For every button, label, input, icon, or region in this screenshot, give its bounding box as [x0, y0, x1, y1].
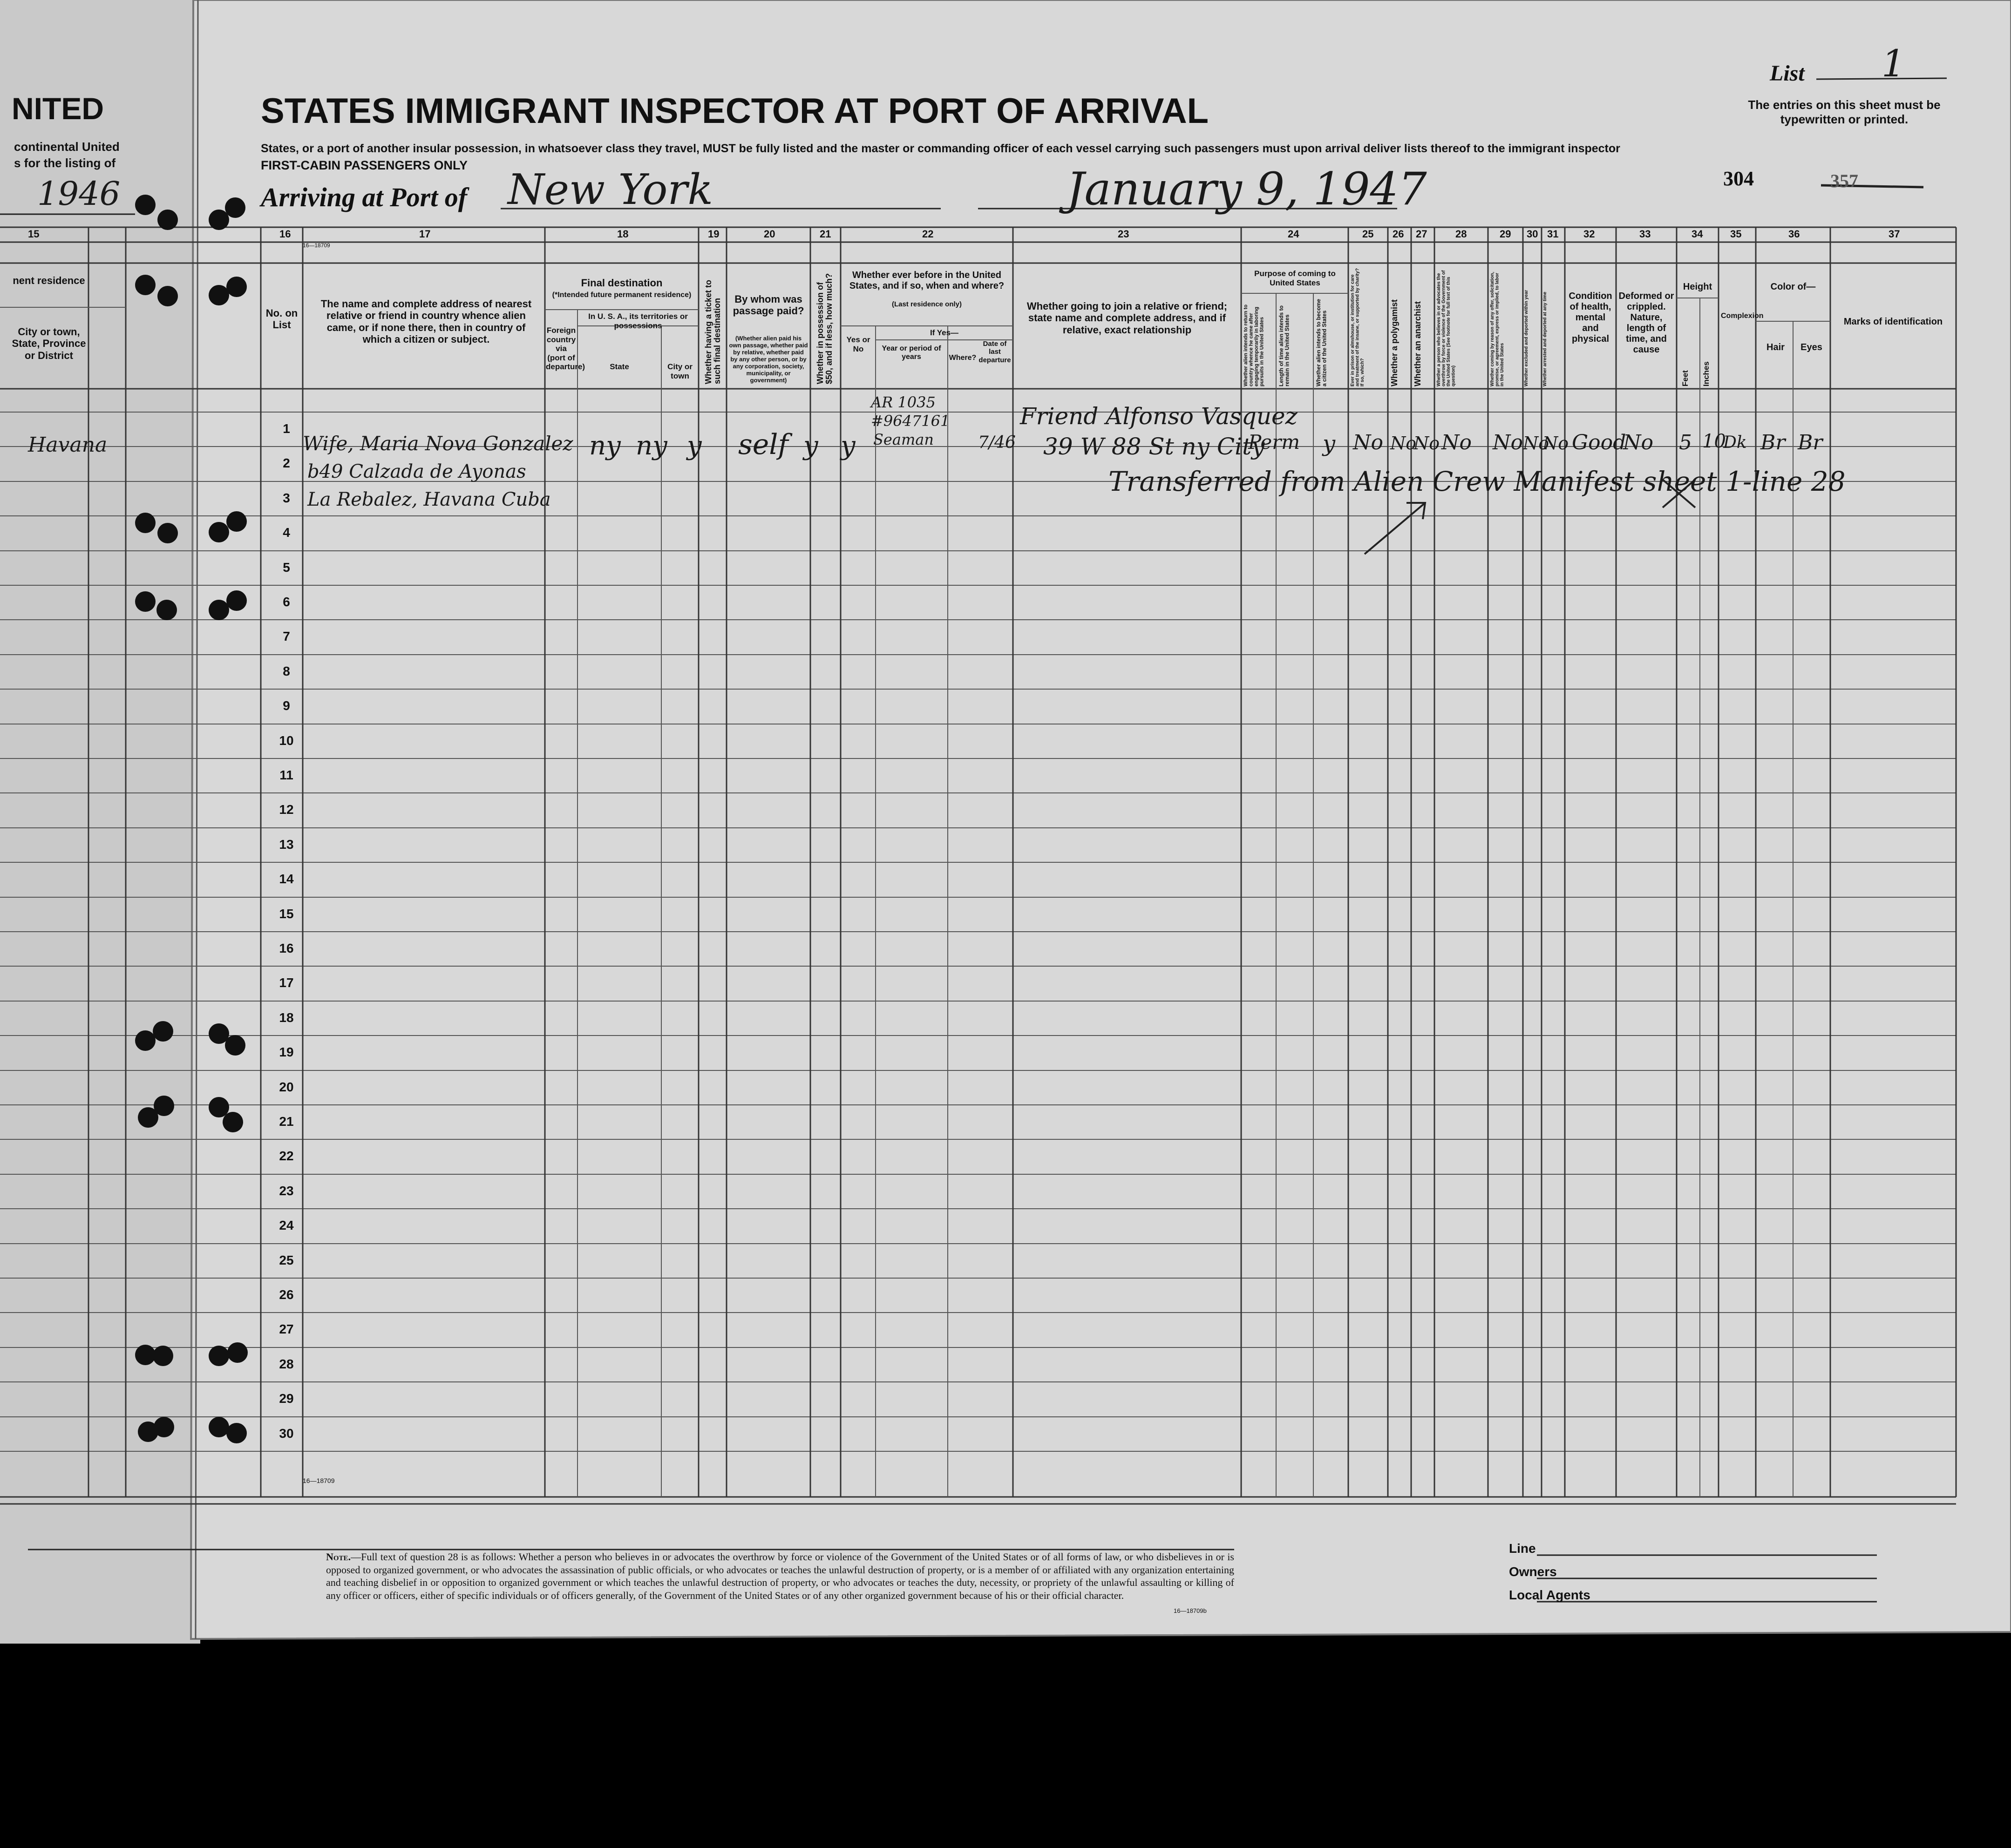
footer-line-label: Line [1509, 1541, 1536, 1556]
col-24-head: Purpose of coming to United States [1254, 269, 1336, 287]
row-number: 10 [279, 733, 294, 748]
entry-residence: Havana [28, 433, 108, 457]
col-37-num: 37 [1889, 228, 1900, 240]
row-number: 24 [279, 1218, 294, 1232]
col-26-num: 26 [1393, 228, 1404, 240]
row-number: 11 [279, 768, 293, 782]
col-19-head: Whether having a ticket to such final destination [704, 279, 722, 384]
entry-purpose: Perm [1248, 431, 1300, 454]
row-number: 30 [279, 1426, 294, 1441]
col-18-sub: (*Intended future permanent residence) [552, 291, 692, 299]
entry-relative-line1: Wife, Maria Nova Gonzalez [303, 432, 573, 455]
footnote [326, 1550, 1234, 1602]
row-number: 20 [279, 1080, 294, 1094]
col-30-head: Whether excluded and deported within year [1524, 290, 1529, 386]
form-code-top: 16—18709 [303, 242, 330, 249]
col-18-head: Final destination [581, 277, 663, 289]
col-32-num: 32 [1583, 228, 1595, 240]
date-value: January 9, 1947 [1067, 163, 1427, 215]
col-35-head: Complexion [1721, 312, 1764, 320]
entry-inches: 10 [1702, 431, 1726, 452]
entry-hair: Br [1760, 431, 1786, 454]
entry-labor: No [1493, 431, 1523, 454]
col-18-foreign: Foreign country via (port of departure) [546, 326, 585, 372]
entry-prison: No [1353, 431, 1383, 454]
row-number: 4 [283, 525, 290, 540]
entry-state: ny [589, 431, 621, 461]
entry-ticket: y [687, 431, 702, 461]
col-22-ifyes: If Yes— [930, 328, 959, 337]
entry-transfer-note: Transferred from Alien Crew Manifest sheet 1-line 28 [1108, 466, 1846, 497]
col-28-head: Whether a person who believes in or advocates the overthrow by force or violence of the Government of the United States (See footnote for full text of this question) [1436, 270, 1456, 386]
col-20-sub: (Whether alien paid his own passage, whether paid by relative, whether paid by any other person, or by any corporation, society, municipality, or government) [729, 335, 808, 384]
col-22-head: Whether ever before in the United States, and if so, when and where? [849, 270, 1005, 291]
row-number: 9 [283, 698, 290, 713]
entry-relative-line2: b49 Calzada de Ayonas [307, 461, 526, 482]
col-22-sub: (Last residence only) [891, 300, 962, 308]
col-21-num: 21 [820, 228, 831, 240]
note-code: 16—18709b [1174, 1607, 1207, 1614]
col-19-num: 19 [708, 228, 720, 240]
col-26-head: Whether a polygamist [1390, 299, 1399, 386]
col-23-num: 23 [1118, 228, 1129, 240]
col-17-head: The name and complete address of nearest relative or friend in country whence alien came, or if none there, then in country of which a citizen or subject. [320, 298, 532, 345]
col-25-head: Ever in prison or almshouse, or institution for care and treatment of the insane, or supported by charity? If so, which? [1350, 268, 1365, 386]
row-number: 29 [279, 1391, 294, 1406]
row-number: 27 [279, 1322, 294, 1336]
entry-health: Good [1572, 431, 1626, 454]
col-25-num: 25 [1362, 228, 1374, 240]
col-29-head: Whether coming by reason of any offer, solicitation, promise, or agreement, express or implied, to labor in the United States [1490, 271, 1505, 386]
form-code-bottom: 16—18709 [303, 1477, 335, 1484]
entry-paid-by: self [738, 428, 788, 461]
entry-arrested: No [1542, 433, 1569, 454]
col-24-c: Whether alien intends to become a citizen of the United States [1315, 298, 1328, 386]
row-number: 22 [279, 1149, 294, 1163]
entry-deformed: No [1623, 431, 1653, 454]
entry-excluded: No [1523, 433, 1549, 454]
col-24-num: 24 [1288, 228, 1299, 240]
footer-agents-label: Local Agents [1509, 1588, 1590, 1602]
col-36-head: Color of— [1770, 282, 1816, 292]
col-31-num: 31 [1547, 228, 1559, 240]
row-number: 14 [279, 872, 294, 886]
arriving-label: Arriving at Port of [261, 182, 468, 212]
port-value: New York [508, 165, 713, 214]
note-label: Note. [326, 1551, 351, 1563]
row-number: 3 [283, 491, 290, 505]
col-22-year: Year or period of years [882, 345, 941, 361]
col-30-num: 30 [1527, 228, 1538, 240]
entry-city: ny [636, 431, 667, 461]
left-fragment-line2: s for the listing of [14, 156, 116, 170]
entry-q28: No [1441, 431, 1472, 454]
row-number: 18 [279, 1010, 294, 1025]
col-36-hair: Hair [1766, 342, 1785, 352]
entry-join-line2: 39 W 88 St ny City [1043, 433, 1265, 460]
list-label: List [1770, 61, 1805, 86]
class-line: FIRST-CABIN PASSENGERS ONLY [261, 158, 468, 172]
list-number: 1 [1882, 42, 1905, 85]
row-number: 6 [283, 595, 290, 609]
row-number: 12 [279, 802, 294, 817]
row-number: 5 [283, 560, 290, 575]
col-18-num: 18 [617, 228, 629, 240]
form-title: STATES IMMIGRANT INSPECTOR AT PORT OF ARRIVAL [261, 91, 1209, 131]
typewritten-note: The entries on this sheet must be typewritten or printed. [1748, 98, 1941, 126]
col-18-state: State [610, 362, 629, 371]
col-18-usa: In U. S. A., its territories or possessions [588, 312, 688, 330]
row-number: 23 [279, 1184, 294, 1198]
col-17-num: 17 [419, 228, 431, 240]
left-fragment-line1: continental United [14, 140, 120, 154]
col-37-head: Marks of identification [1843, 317, 1943, 327]
entry-citizen: y [1323, 431, 1336, 457]
col-15-sub: City or town, State, Province or District [12, 326, 86, 361]
col-33-head: Deformed or crippled. Nature, length of time, and cause [1618, 291, 1674, 355]
entry-has-50: y [803, 431, 818, 461]
row-number: 28 [279, 1357, 294, 1371]
col-31-head: Whether arrested and deported at any time [1542, 291, 1548, 386]
row-number: 16 [279, 941, 294, 955]
row-number: 13 [279, 837, 294, 852]
row-number: 1 [283, 421, 290, 436]
entry-anarchist: No [1413, 433, 1440, 454]
entry-date-departure: 7/46 [978, 433, 1016, 452]
col-24-b: Length of time alien intends to remain in the United States [1278, 305, 1291, 386]
col-35-num: 35 [1730, 228, 1742, 240]
col-18-city: City or town [667, 362, 693, 380]
col-36-num: 36 [1788, 228, 1800, 240]
row-number: 25 [279, 1253, 294, 1267]
col-15-num: 15 [28, 228, 40, 240]
row-number: 19 [279, 1045, 294, 1059]
row-number: 21 [279, 1114, 294, 1129]
row-number: 2 [283, 456, 290, 470]
entry-been-before: y [841, 431, 856, 461]
row-number: 8 [283, 664, 290, 678]
row-number: 15 [279, 907, 294, 921]
col-33-num: 33 [1639, 228, 1651, 240]
col-22-num: 22 [922, 228, 934, 240]
entry-year-line2: #9647161 [871, 412, 950, 430]
entry-year-line3: Seaman [873, 431, 934, 448]
col-36-eyes: Eyes [1800, 342, 1822, 352]
col-28-num: 28 [1455, 228, 1467, 240]
col-27-num: 27 [1416, 228, 1427, 240]
col-20-num: 20 [764, 228, 775, 240]
col-20-head: By whom was passage paid? [733, 293, 804, 317]
col-24-a: Whether alien intends to return to country whence he came after engaging temporarily in laboring pursuits in the United States [1243, 304, 1265, 386]
entry-feet: 5 [1679, 431, 1692, 454]
form-subtitle: States, or a port of another insular possession, in whatsoever class they travel, MUST be fully listed and the master or commanding officer of each vessel carrying such passengers must upon arrival deliver lists thereof to the immigrant inspector [261, 142, 1620, 155]
entry-complexion: Dk [1723, 433, 1747, 452]
col-16-head: No. on List [265, 307, 298, 331]
col-34-num: 34 [1692, 228, 1703, 240]
col-15-head: nent residence [13, 275, 85, 286]
entry-relative-line3: La Rebalez, Havana Cuba [307, 489, 551, 510]
year-left: 1946 [37, 175, 121, 213]
col-34-feet: Feet [1681, 370, 1690, 386]
col-22-date: Date of last departure [978, 340, 1011, 364]
sheet-number-struck: 357 [1830, 170, 1858, 191]
note-text: —Full text of question 28 is as follows: Whether a person who believes in or advocates the overthrow by force or violence of the Government of the United States or of all forms of law, or who disbelieves in or is opposed to organized government, or who advocates the assassination of public officials, or who advocates or teaches the unlawful destruction of property, or is a member of or affiliated with any organization entertaining and teaching disbelief in or opposition to organized government or which teaches the unlawful destruction of property, or who advocates or teaches the duty, necessity, or propriety of the unlawful assaulting or killing of any officer or officers, either of specific individuals or of officers generally, of the Government of the United States or of any other organized government because of his or their official character. [326, 1551, 1234, 1601]
col-16-num: 16 [279, 228, 291, 240]
entry-join-line1: Friend Alfonso Vasquez [1020, 403, 1298, 430]
col-22-where: Where? [949, 354, 977, 362]
col-27-head: Whether an anarchist [1413, 301, 1422, 386]
entry-polygamist: No [1390, 433, 1417, 454]
row-number: 17 [279, 975, 294, 990]
row-number: 7 [283, 629, 290, 643]
col-29-num: 29 [1500, 228, 1511, 240]
title-left-fragment: NITED [12, 91, 104, 126]
col-34-inches: Inches [1702, 361, 1711, 386]
entry-eyes: Br [1798, 431, 1823, 454]
col-21-head: Whether in possession of $50, and if less, how much? [815, 273, 834, 384]
col-32-head: Condition of health, mental and physical [1569, 291, 1612, 344]
footer-owners-label: Owners [1509, 1564, 1557, 1579]
col-23-head: Whether going to join a relative or friend; state name and complete address, and if relative, exact relationship [1026, 300, 1228, 336]
sheet-number: 304 [1723, 167, 1754, 190]
entry-year-line1: AR 1035 [871, 393, 936, 411]
col-34-head: Height [1683, 282, 1712, 292]
row-number: 26 [279, 1287, 294, 1302]
col-22-yesno: Yes or No [846, 335, 870, 353]
